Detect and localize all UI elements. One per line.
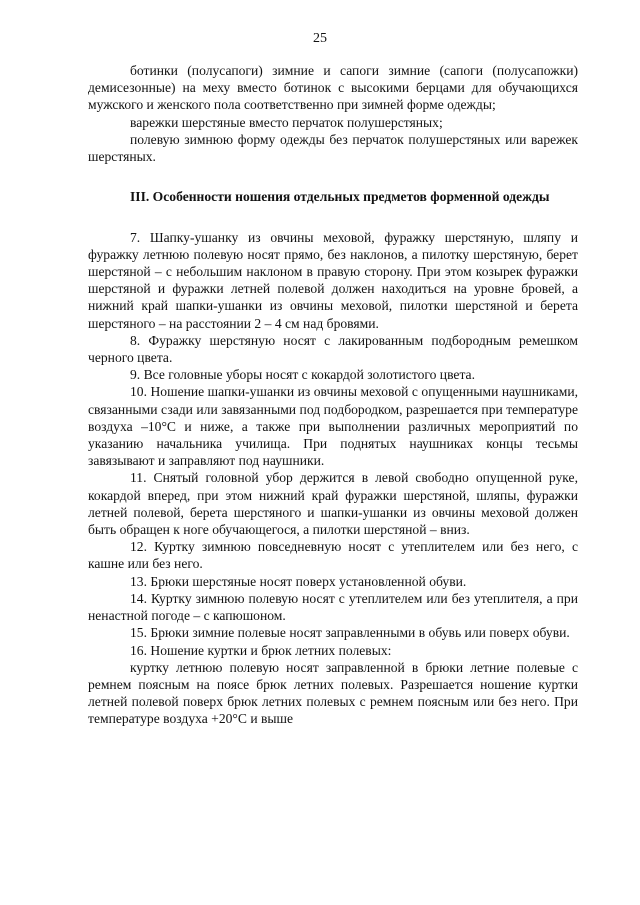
- paragraph-winter-boots: ботинки (полусапоги) зимние и сапоги зимние (сапоги (полусапожки) демисезонные) на меху вместо ботинок с высокими берцами для обучающихся мужского и женского пола соответственно при зимней форме одежды;: [88, 63, 578, 113]
- item-13-wool-trousers: 13. Брюки шерстяные носят поверх установленной обуви.: [130, 573, 467, 589]
- document-body: [88, 62, 578, 728]
- item-12-winter-jacket: 12. Куртку зимнюю повседневную носят с утеплителем или без него, с кашне или без него.: [88, 539, 578, 572]
- item-10-earflap-hat: 10. Ношение шапки-ушанки из овчины меховой с опущенными наушниками, связанными сзади или завязанными под подбородком, разрешается при температуре воздуха –10°С и ниже, а также при выполнении различных мероприятий по указанию начальника училища. При поднятых наушниках концы тесьмы завязывают и заправляют под наушники.: [88, 384, 578, 469]
- paragraph-wool-mittens: варежки шерстяные вместо перчаток полушерстяных;: [130, 114, 443, 130]
- item-11-removed-headwear: 11. Снятый головной убор держится в левой свободно опущенной руке, кокардой вперед, при этом нижний край фуражки шерстяной, шляпы, фуражки летней полевой, берета шерстяного и шапки-ушанки из овчины меховой должен быть обращен к ноге обучающегося, а пилотки шерстяной – вниз.: [88, 470, 578, 538]
- item-14-field-winter-jacket: 14. Куртку зимнюю полевую носят с утеплителем или без утеплителя, а при ненастной погоде – с капюшоном.: [88, 590, 578, 624]
- item-8-cap-chin-strap: 8. Фуражку шерстяную носят с лакированным подбородным ремешком черного цвета.: [88, 332, 578, 366]
- item-9-cockade: 9. Все головные уборы носят с кокардой золотистого цвета.: [130, 367, 475, 383]
- section-title: III. Особенности ношения отдельных предметов форменной одежды: [130, 189, 550, 205]
- item-16-summer-jacket-details: куртку летнюю полевую носят заправленной в брюки летние полевые с ремнем поясным на поясе брюк летних полевых. Разрешается ношение куртки летней полевой поверх брюк летних полевых с ремнем поясным или без него. При температуре воздуха +20°С и выше: [88, 659, 578, 727]
- paragraph-field-winter-uniform: полевую зимнюю форму одежды без перчаток полушерстяных или варежек шерстяных.: [88, 131, 578, 165]
- item-7-headwear-wearing: 7. Шапку-ушанку из овчины меховой, фуражку шерстяную, шляпу и фуражку летнюю полевую носят прямо, без наклонов, а пилотку шерстяную, берет шерстяной – с небольшим наклоном в правую сторону. При этом козырек фуражки шерстяной и фуражки летней полевой должен находиться на уровне бровей, а нижний край шапки-ушанки из овчины меховой, пилотки шерстяной и берета шерстяного – на расстоянии 2 – 4 см над бровями.: [88, 229, 578, 331]
- item-15-winter-field-trousers: 15. Брюки зимние полевые носят заправленными в обувь или поверх обуви.: [130, 625, 570, 641]
- item-16-summer-field-uniform: 16. Ношение куртки и брюк летних полевых:: [130, 642, 392, 658]
- page-number: 25: [313, 31, 327, 46]
